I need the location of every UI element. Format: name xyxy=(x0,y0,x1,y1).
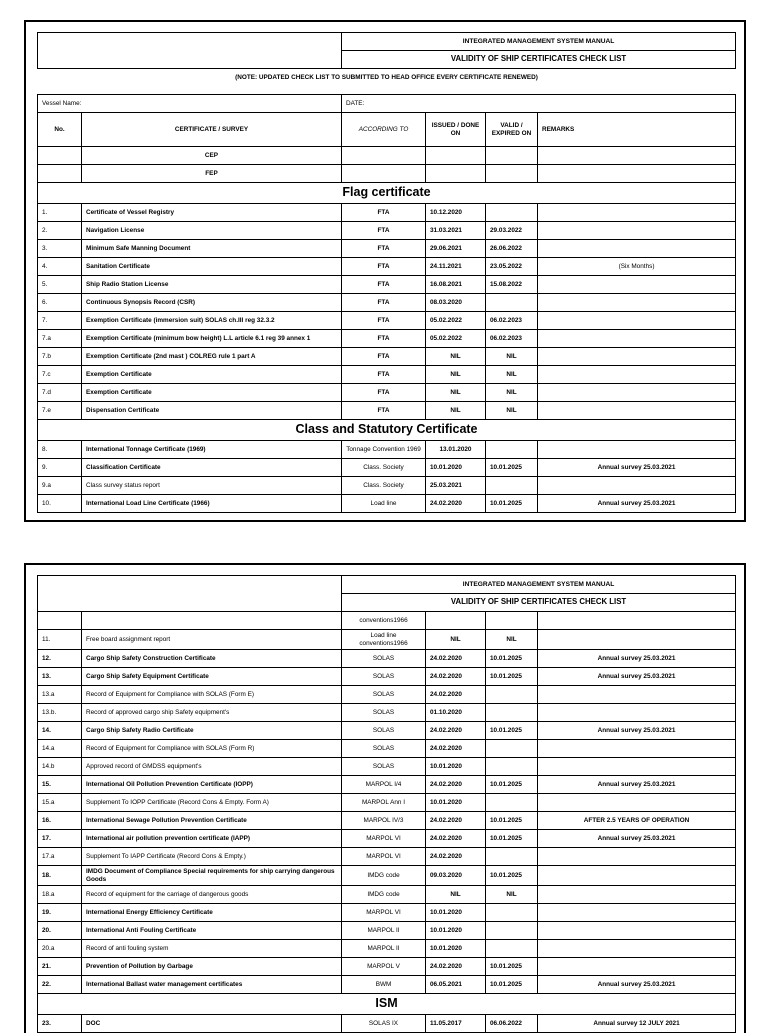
table-row xyxy=(38,650,736,668)
table-cell: 13. xyxy=(38,668,82,686)
table-cell: SOLAS xyxy=(342,722,426,740)
table-cell xyxy=(538,886,736,904)
table-cell: IMDG code xyxy=(342,886,426,904)
table-cell: Minimum Safe Manning Document xyxy=(82,240,342,258)
table-row xyxy=(38,794,736,812)
table-row xyxy=(38,668,736,686)
table-cell: International Anti Fouling Certificate xyxy=(82,922,342,940)
table-cell: NIL xyxy=(426,348,486,366)
table-cell: Annual survey 25.03.2021 xyxy=(538,495,736,513)
table-cell: FTA xyxy=(342,222,426,240)
table-cell: 24.11.2021 xyxy=(426,258,486,276)
table-cell: FTA xyxy=(342,348,426,366)
table-cell xyxy=(538,704,736,722)
table-cell: 24.02.2020 xyxy=(426,668,486,686)
header-blank-cell xyxy=(38,33,342,69)
table-cell: MARPOL Ann I xyxy=(342,794,426,812)
table-cell: MARPOL VI xyxy=(342,848,426,866)
table-cell xyxy=(342,147,426,165)
document-title: VALIDITY OF SHIP CERTIFICATES CHECK LIST xyxy=(342,51,736,69)
table-cell: NIL xyxy=(426,886,486,904)
table-cell: 16.08.2021 xyxy=(426,276,486,294)
table-cell: NIL xyxy=(426,630,486,650)
table-cell xyxy=(486,294,538,312)
table-cell: Classification Certificate xyxy=(82,459,342,477)
table-cell: NIL xyxy=(486,886,538,904)
table-cell: Annual survey 25.03.2021 xyxy=(538,722,736,740)
table-cell: Cargo Ship Safety Equipment Certificate xyxy=(82,668,342,686)
table-cell: 24.02.2020 xyxy=(426,722,486,740)
table-cell xyxy=(38,612,82,630)
table-cell: 22. xyxy=(38,976,82,994)
table-cell: 10.01.2025 xyxy=(486,776,538,794)
table-cell: 5. xyxy=(38,276,82,294)
table-cell xyxy=(538,758,736,776)
table-cell: Class survey status report xyxy=(82,477,342,495)
table-row xyxy=(38,495,736,513)
column-header-according: ACCORDING TO xyxy=(342,113,426,147)
table-cell: 10.01.2020 xyxy=(426,758,486,776)
table-cell: International Ballast water management certificates xyxy=(82,976,342,994)
cep-label: CEP xyxy=(82,147,342,165)
table-cell: 24.02.2020 xyxy=(426,495,486,513)
table-cell xyxy=(486,740,538,758)
table-cell: Free board assignment report xyxy=(82,630,342,650)
table-row xyxy=(38,312,736,330)
table-cell: Record of anti fouling system xyxy=(82,940,342,958)
table-cell: Exemption Certificate xyxy=(82,366,342,384)
table-cell: 18. xyxy=(38,866,82,886)
table-cell xyxy=(538,477,736,495)
table-cell: 24.02.2020 xyxy=(426,830,486,848)
table-cell: FTA xyxy=(342,240,426,258)
table-cell: 25.03.2021 xyxy=(426,477,486,495)
table-cell: 15.08.2022 xyxy=(486,276,538,294)
table-cell: 2. xyxy=(38,222,82,240)
table-cell: Prevention of Pollution by Garbage xyxy=(82,958,342,976)
table-row xyxy=(38,830,736,848)
table-row xyxy=(38,686,736,704)
table-row xyxy=(38,848,736,866)
table-cell: NIL xyxy=(486,348,538,366)
table-cell xyxy=(538,348,736,366)
table-cell: 13.01.2020 xyxy=(426,441,486,459)
table-cell: MARPOL V xyxy=(342,958,426,976)
table-cell: 24.02.2020 xyxy=(426,650,486,668)
table-cell: 10.01.2020 xyxy=(426,794,486,812)
table-cell: 10.01.2025 xyxy=(486,722,538,740)
table-cell: 7.d xyxy=(38,384,82,402)
table-cell xyxy=(82,612,342,630)
table-row xyxy=(38,294,736,312)
table-cell: 9. xyxy=(38,459,82,477)
column-header-remarks: REMARKS xyxy=(538,113,736,147)
table-cell: 01.10.2020 xyxy=(426,704,486,722)
table-cell: 12. xyxy=(38,650,82,668)
table-cell: FTA xyxy=(342,204,426,222)
table-cell: Exemption Certificate xyxy=(82,384,342,402)
table-cell xyxy=(342,165,426,183)
table-cell: 05.02.2022 xyxy=(426,330,486,348)
table-cell: 10. xyxy=(38,495,82,513)
table-cell: Annual survey 25.03.2021 xyxy=(538,976,736,994)
table-cell: NIL xyxy=(426,384,486,402)
table-row xyxy=(38,222,736,240)
table-cell xyxy=(486,794,538,812)
table-cell: Cargo Ship Safety Radio Certificate xyxy=(82,722,342,740)
table-cell: IMDG code xyxy=(342,866,426,886)
table-cell xyxy=(538,330,736,348)
table-cell: 13.a xyxy=(38,686,82,704)
table-row xyxy=(38,758,736,776)
table-cell: Load line xyxy=(342,495,426,513)
table-cell xyxy=(38,147,82,165)
table-cell: FTA xyxy=(342,330,426,348)
table-cell: 20. xyxy=(38,922,82,940)
table-cell: SOLAS xyxy=(342,650,426,668)
table-cell xyxy=(538,294,736,312)
continued-according: conventions1966 xyxy=(342,612,426,630)
table-cell xyxy=(486,165,538,183)
table-cell: Navigation License xyxy=(82,222,342,240)
table-cell: Supplement To IOPP Certificate (Record Cons & Empty. Form A) xyxy=(82,794,342,812)
table-cell: DOC xyxy=(82,1015,342,1033)
table-cell: MARPOL II xyxy=(342,922,426,940)
table-cell: 10.01.2020 xyxy=(426,922,486,940)
table-cell: AFTER 2.5 YEARS OF OPERATION xyxy=(538,812,736,830)
table-cell: 14.a xyxy=(38,740,82,758)
table-cell xyxy=(538,384,736,402)
table-cell: Annual survey 25.03.2021 xyxy=(538,830,736,848)
table-row xyxy=(38,258,736,276)
table-cell: 05.02.2022 xyxy=(426,312,486,330)
table-row xyxy=(38,812,736,830)
table-cell: Annual survey 25.03.2021 xyxy=(538,459,736,477)
table-cell: MARPOL IV/3 xyxy=(342,812,426,830)
column-header-certificate: CERTIFICATE / SURVEY xyxy=(82,113,342,147)
table-cell: MARPOL I/4 xyxy=(342,776,426,794)
table-cell: 13.b. xyxy=(38,704,82,722)
table-cell: 08.03.2020 xyxy=(426,294,486,312)
table-cell: 7.e xyxy=(38,402,82,420)
table-cell: Dispensation Certificate xyxy=(82,402,342,420)
table-cell: 3. xyxy=(38,240,82,258)
table-cell xyxy=(38,165,82,183)
checklist-page-1 xyxy=(24,20,746,522)
table-cell: 7.c xyxy=(38,366,82,384)
table-cell: 29.06.2021 xyxy=(426,240,486,258)
table-cell: 09.03.2020 xyxy=(426,866,486,886)
manual-title: INTEGRATED MANAGEMENT SYSTEM MANUAL xyxy=(342,33,736,51)
table-cell: Ship Radio Station License xyxy=(82,276,342,294)
header-blank-cell xyxy=(38,576,342,612)
table-row xyxy=(38,384,736,402)
table-cell: MARPOL II xyxy=(342,940,426,958)
table-cell: Supplement To IAPP Certificate (Record Cons & Empty.) xyxy=(82,848,342,866)
table-cell xyxy=(486,922,538,940)
table-cell xyxy=(486,940,538,958)
table-row xyxy=(38,630,736,650)
spacer xyxy=(38,86,736,95)
table-row xyxy=(38,240,736,258)
table-cell: International Oil Pollution Prevention Certificate (IOPP) xyxy=(82,776,342,794)
table-cell: 15. xyxy=(38,776,82,794)
table-cell: 18.a xyxy=(38,886,82,904)
table-cell xyxy=(486,704,538,722)
table-row xyxy=(38,402,736,420)
table-row xyxy=(38,976,736,994)
table-cell: NIL xyxy=(426,366,486,384)
table-row xyxy=(38,704,736,722)
table-row xyxy=(38,866,736,886)
table-cell: 10.01.2025 xyxy=(486,459,538,477)
manual-title: INTEGRATED MANAGEMENT SYSTEM MANUAL xyxy=(342,576,736,594)
table-cell xyxy=(486,848,538,866)
table-cell: 26.06.2022 xyxy=(486,240,538,258)
table-cell: IMDG Document of Compliance Special requirements for ship carrying dangerous Goods xyxy=(82,866,342,886)
table-cell: 24.02.2020 xyxy=(426,740,486,758)
table-cell xyxy=(486,686,538,704)
table-cell: Record of equipment for the carriage of dangerous goods xyxy=(82,886,342,904)
table-cell: Class. Society xyxy=(342,459,426,477)
table-cell xyxy=(486,204,538,222)
table-cell: International air pollution prevention certificate (IAPP) xyxy=(82,830,342,848)
table-cell xyxy=(538,904,736,922)
table-cell: 17.a xyxy=(38,848,82,866)
table-cell: MARPOL VI xyxy=(342,830,426,848)
table-cell: 24.02.2020 xyxy=(426,776,486,794)
table-cell: 10.01.2025 xyxy=(486,830,538,848)
table-cell: SOLAS xyxy=(342,686,426,704)
table-cell: 11. xyxy=(38,630,82,650)
table-cell xyxy=(486,441,538,459)
table-cell: 24.02.2020 xyxy=(426,812,486,830)
table-row xyxy=(38,276,736,294)
table-cell: NIL xyxy=(486,402,538,420)
table-cell: 6. xyxy=(38,294,82,312)
table-cell: 7.b xyxy=(38,348,82,366)
table-cell: 24.02.2020 xyxy=(426,848,486,866)
table-cell: BWM xyxy=(342,976,426,994)
table-row xyxy=(38,204,736,222)
table-cell: FTA xyxy=(342,276,426,294)
section-heading-ism: ISM xyxy=(38,994,736,1015)
table-cell: 31.03.2021 xyxy=(426,222,486,240)
table-cell: Annual survey 25.03.2021 xyxy=(538,668,736,686)
table-cell: Class. Society xyxy=(342,477,426,495)
table-cell: NIL xyxy=(426,402,486,420)
table-cell: Annual survey 25.03.2021 xyxy=(538,650,736,668)
table-cell: Continuous Synopsis Record (CSR) xyxy=(82,294,342,312)
table-cell: 06.02.2023 xyxy=(486,330,538,348)
table-cell xyxy=(538,222,736,240)
table-cell: 1. xyxy=(38,204,82,222)
table-cell: Exemption Certificate (2nd mast ) COLREG rule 1 part A xyxy=(82,348,342,366)
table-cell: 10.01.2025 xyxy=(486,958,538,976)
certificates-table-page-2 xyxy=(37,575,736,1033)
table-cell: Record of Equipment for Compliance with SOLAS (Form E) xyxy=(82,686,342,704)
table-cell xyxy=(538,630,736,650)
table-cell xyxy=(538,794,736,812)
table-cell: SOLAS xyxy=(342,740,426,758)
table-cell: Exemption Certificate (immersion suit) SOLAS ch.III reg 32.3.2 xyxy=(82,312,342,330)
table-cell: SOLAS xyxy=(342,758,426,776)
table-cell: SOLAS IX xyxy=(342,1015,426,1033)
table-cell xyxy=(486,904,538,922)
table-cell: Tonnage Convention 1969 xyxy=(342,441,426,459)
table-cell xyxy=(426,165,486,183)
table-cell: 8. xyxy=(38,441,82,459)
table-cell: MARPOL VI xyxy=(342,904,426,922)
table-cell: Record of approved cargo ship Safety equipment's xyxy=(82,704,342,722)
table-cell xyxy=(538,740,736,758)
table-cell: 24.02.2020 xyxy=(426,686,486,704)
table-row xyxy=(38,776,736,794)
table-cell xyxy=(538,940,736,958)
table-cell: International Sewage Pollution Prevention Certificate xyxy=(82,812,342,830)
column-header-issued: ISSUED / DONE ON xyxy=(426,113,486,147)
table-cell: International Load Line Certificate (1966) xyxy=(82,495,342,513)
table-row xyxy=(38,459,736,477)
table-cell xyxy=(538,402,736,420)
table-row xyxy=(38,330,736,348)
table-cell: 10.01.2025 xyxy=(486,866,538,886)
table-cell xyxy=(486,612,538,630)
table-cell: Certificate of Vessel Registry xyxy=(82,204,342,222)
table-cell: 06.06.2022 xyxy=(486,1015,538,1033)
table-cell: FTA xyxy=(342,258,426,276)
table-cell: 14.b xyxy=(38,758,82,776)
table-cell xyxy=(426,147,486,165)
date-label: DATE: xyxy=(342,95,736,113)
table-cell: 24.02.2020 xyxy=(426,958,486,976)
table-cell xyxy=(538,612,736,630)
table-cell: 16. xyxy=(38,812,82,830)
section-heading-class: Class and Statutory Certificate xyxy=(38,420,736,441)
table-cell: 10.01.2020 xyxy=(426,940,486,958)
table-cell xyxy=(538,240,736,258)
table-row xyxy=(38,441,736,459)
table-cell xyxy=(538,276,736,294)
table-cell: NIL xyxy=(486,630,538,650)
table-cell xyxy=(486,477,538,495)
table-cell xyxy=(486,147,538,165)
table-cell: Cargo Ship Safety Construction Certificate xyxy=(82,650,342,668)
table-row xyxy=(38,722,736,740)
table-cell: 10.12.2020 xyxy=(426,204,486,222)
document-title: VALIDITY OF SHIP CERTIFICATES CHECK LIST xyxy=(342,594,736,612)
table-cell: 10.01.2025 xyxy=(486,812,538,830)
table-cell: FTA xyxy=(342,384,426,402)
section-heading-flag: Flag certificate xyxy=(38,183,736,204)
checklist-page-2 xyxy=(24,563,746,1033)
table-row xyxy=(38,922,736,940)
table-cell: 17. xyxy=(38,830,82,848)
table-cell: Sanitation Certificate xyxy=(82,258,342,276)
table-cell xyxy=(538,958,736,976)
table-cell: 15.a xyxy=(38,794,82,812)
table-cell xyxy=(538,165,736,183)
table-cell xyxy=(538,848,736,866)
table-cell: 23.05.2022 xyxy=(486,258,538,276)
table-cell: International Energy Efficiency Certificate xyxy=(82,904,342,922)
note-text: (NOTE: UPDATED CHECK LIST TO SUBMITTED TO HEAD OFFICE EVERY CERTIFICATE RENEWED) xyxy=(235,73,538,81)
table-cell xyxy=(486,758,538,776)
table-cell: Record of Equipment for Compliance with SOLAS (Form R) xyxy=(82,740,342,758)
table-cell: 10.01.2020 xyxy=(426,459,486,477)
table-cell: FTA xyxy=(342,312,426,330)
vessel-name-label: Vessel Name: xyxy=(38,95,342,113)
table-cell xyxy=(538,866,736,886)
table-cell: 06.02.2023 xyxy=(486,312,538,330)
table-cell xyxy=(426,612,486,630)
table-cell xyxy=(538,147,736,165)
table-cell: Load line conventions1966 xyxy=(342,630,426,650)
table-row xyxy=(38,958,736,976)
table-cell: NIL xyxy=(486,384,538,402)
table-cell: 9.a xyxy=(38,477,82,495)
table-cell xyxy=(538,441,736,459)
table-cell: 10.01.2025 xyxy=(486,650,538,668)
table-cell: 21. xyxy=(38,958,82,976)
table-cell: NIL xyxy=(486,366,538,384)
table-cell: International Tonnage Certificate (1969) xyxy=(82,441,342,459)
table-cell: SOLAS xyxy=(342,668,426,686)
certificates-table-page-1 xyxy=(37,32,736,513)
table-cell xyxy=(538,312,736,330)
table-cell: 10.01.2025 xyxy=(486,668,538,686)
table-cell: 14. xyxy=(38,722,82,740)
table-cell: 20.a xyxy=(38,940,82,958)
column-header-no: No. xyxy=(38,113,82,147)
table-cell: 7. xyxy=(38,312,82,330)
table-cell: 11.05.2017 xyxy=(426,1015,486,1033)
table-cell: FTA xyxy=(342,294,426,312)
table-cell: 23. xyxy=(38,1015,82,1033)
table-cell: 7.a xyxy=(38,330,82,348)
table-cell xyxy=(538,686,736,704)
table-row xyxy=(38,740,736,758)
table-cell: 06.05.2021 xyxy=(426,976,486,994)
table-cell: 29.03.2022 xyxy=(486,222,538,240)
table-cell: Annual survey 12 JULY 2021 xyxy=(538,1015,736,1033)
table-cell: (Six Months) xyxy=(538,258,736,276)
table-cell xyxy=(538,922,736,940)
table-cell xyxy=(538,204,736,222)
table-row xyxy=(38,886,736,904)
table-row xyxy=(38,366,736,384)
table-row xyxy=(38,940,736,958)
column-header-valid: VALID / EXPIRED ON xyxy=(486,113,538,147)
fep-label: FEP xyxy=(82,165,342,183)
table-cell: SOLAS xyxy=(342,704,426,722)
table-cell: FTA xyxy=(342,402,426,420)
table-cell: Annual survey 25.03.2021 xyxy=(538,776,736,794)
table-cell: 10.01.2025 xyxy=(486,495,538,513)
table-cell: 4. xyxy=(38,258,82,276)
table-cell: Exemption Certificate (minimum bow height) L.L article 6.1 reg 39 annex 1 xyxy=(82,330,342,348)
table-cell: 10.01.2020 xyxy=(426,904,486,922)
table-cell: Approved record of GMDSS equipment's xyxy=(82,758,342,776)
table-cell: FTA xyxy=(342,366,426,384)
table-cell xyxy=(538,366,736,384)
table-row xyxy=(38,348,736,366)
table-cell: 19. xyxy=(38,904,82,922)
table-cell: 10.01.2025 xyxy=(486,976,538,994)
table-row xyxy=(38,477,736,495)
table-row xyxy=(38,904,736,922)
